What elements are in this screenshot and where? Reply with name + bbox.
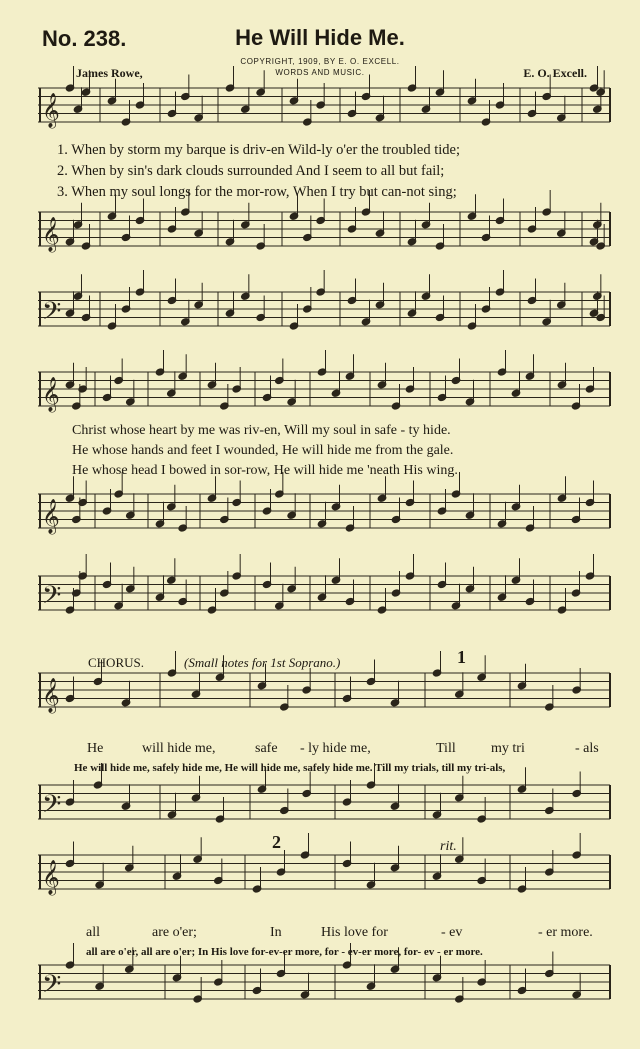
- svg-text:𝄞: 𝄞: [42, 678, 60, 713]
- svg-text:𝄞: 𝄞: [42, 217, 60, 252]
- chorus-lyric: He: [87, 741, 104, 756]
- volta-2: 2: [272, 832, 281, 852]
- svg-text:𝄞: 𝄞: [42, 860, 60, 895]
- svg-text:𝄞: 𝄞: [42, 377, 60, 412]
- svg-text:𝄞: 𝄞: [42, 499, 60, 534]
- chorus-note: (Small notes for 1st Soprano.): [184, 655, 341, 670]
- refrain-2: He whose hands and feet I wounded, He will hide me from the gale.: [72, 443, 454, 458]
- chorus-lyric: are o'er;: [152, 925, 197, 940]
- chorus-lyric: safe: [255, 741, 278, 756]
- svg-text:𝄢: 𝄢: [42, 790, 62, 825]
- verse-2: 2. When by sin's dark clouds surrounded And I seem to all but fail;: [57, 163, 445, 179]
- svg-text:𝄞: 𝄞: [42, 93, 60, 128]
- svg-text:𝄢: 𝄢: [42, 297, 62, 332]
- svg-text:𝄢: 𝄢: [42, 970, 62, 1005]
- chorus-alto-lyric: all are o'er, all are o'er; In His love for-ev-er more, for - ev-er more, for- ev - er more.: [86, 946, 483, 958]
- refrain-3: He whose head I bowed in sor-row, He will hide me 'neath His wing.: [72, 463, 458, 478]
- chorus-lyric: In: [270, 925, 282, 940]
- chorus-lyric: His love for: [321, 925, 388, 940]
- chorus-lyric: - als: [575, 741, 599, 756]
- volta-1: 1: [457, 647, 466, 667]
- verse-1: 1. When by storm my barque is driv-en Wild-ly o'er the troubled tide;: [57, 142, 460, 158]
- refrain-1: Christ whose heart by me was riv-en, Will my soul in safe - ty hide.: [72, 423, 451, 438]
- chorus-label: CHORUS.: [88, 655, 144, 670]
- chorus-alto-lyric: He will hide me, safely hide me, He will hide me, safely hide me. Till my trials, till my tri-als,: [74, 762, 506, 774]
- verse-3: 3. When my soul longs for the mor-row, When I try but can-not sing;: [57, 184, 457, 200]
- svg-text:𝄢: 𝄢: [42, 581, 62, 616]
- chorus-lyric: my tri: [491, 741, 525, 756]
- chorus-lyric: will hide me,: [142, 741, 216, 756]
- copyright-subline: WORDS AND MUSIC.: [275, 68, 365, 77]
- copyright-line: COPYRIGHT, 1909, BY E. O. EXCELL.: [240, 57, 400, 66]
- hymn-title: He Will Hide Me.: [235, 25, 405, 50]
- chorus-lyric: - ev: [441, 925, 463, 940]
- ritardando-mark: rit.: [440, 839, 457, 854]
- chorus-lyric: Till: [436, 741, 456, 756]
- chorus-lyric: - er more.: [538, 925, 593, 940]
- composer-credit: E. O. Excell.: [523, 66, 587, 80]
- author-credit: James Rowe,: [76, 66, 143, 80]
- chorus-lyric: - ly hide me,: [300, 741, 371, 756]
- chorus-lyric: all: [86, 925, 100, 940]
- hymn-number: No. 238.: [42, 26, 127, 51]
